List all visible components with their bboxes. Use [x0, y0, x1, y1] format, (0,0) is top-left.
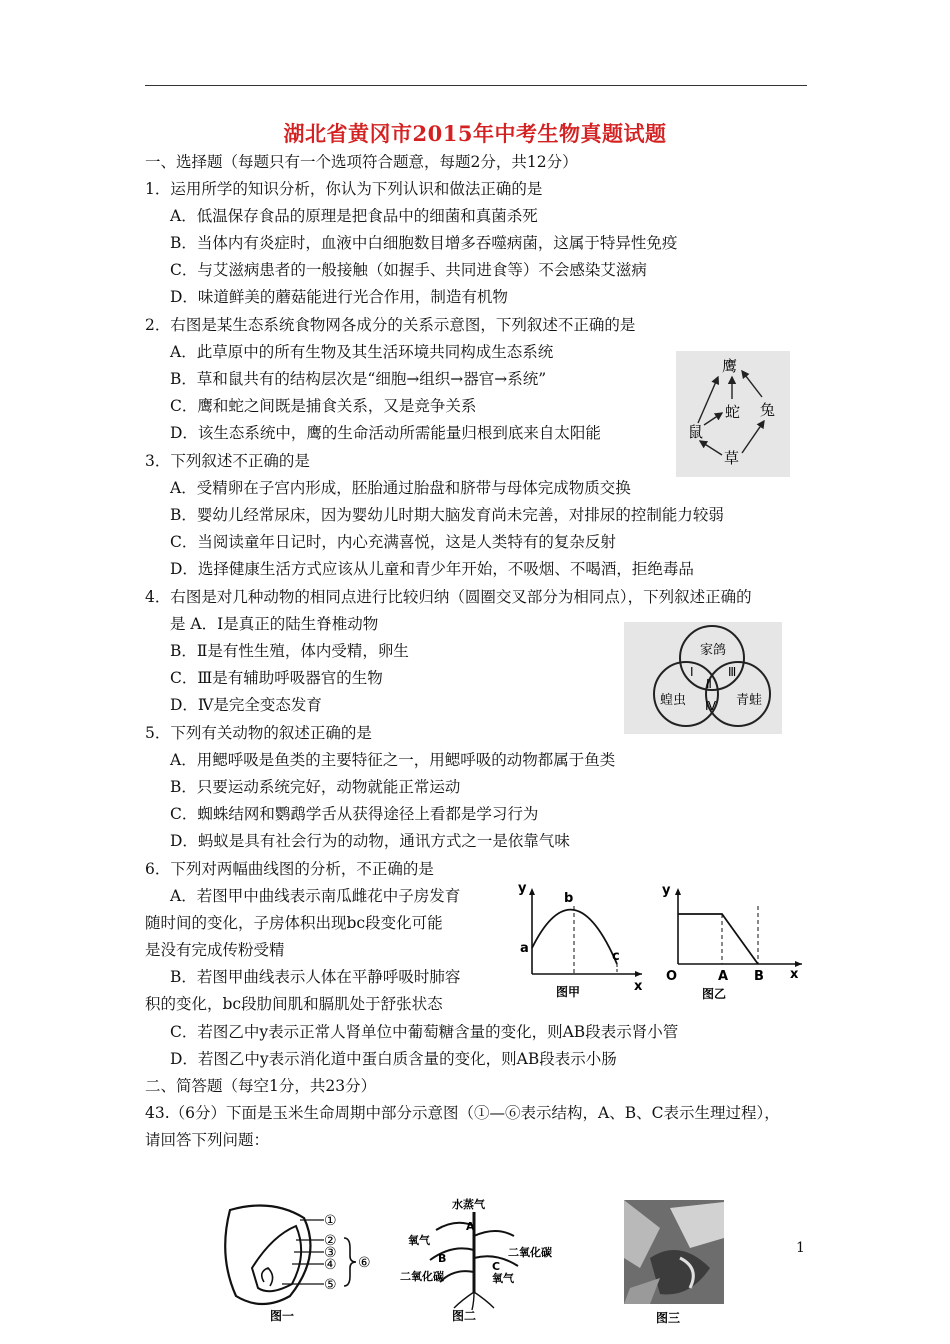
seed-label-4: ④	[324, 1257, 337, 1273]
food-web-rabbit: 兔	[760, 401, 776, 419]
q5-option-b: B．只要运动系统完好，动物就能正常运动	[170, 778, 461, 796]
q43-line1: 43.（6分）下面是玉米生命周期中部分示意图（①—⑥表示结构，A、B、C表示生理过程），	[145, 1104, 780, 1122]
graph-jia-y-label: y	[518, 881, 527, 896]
section2-heading: 二、简答题（每空1分，共23分）	[145, 1077, 377, 1095]
q6-stem: 6．下列对两幅曲线图的分析，不正确的是	[145, 860, 434, 878]
q3-option-c: C．当阅读童年日记时，内心充满喜悦，这是人类特有的复杂反射	[170, 533, 616, 551]
graph-jia-point-c: c	[612, 949, 620, 964]
q6-option-c: C．若图乙中y表示正常人肾单位中葡萄糖含量的变化，则AB段表示肾小管	[170, 1023, 679, 1041]
q4-option-d: D．Ⅳ是完全变态发育	[170, 696, 322, 714]
q6-option-b-line1: B．若图甲曲线表示人体在平静呼吸时肺容	[170, 968, 461, 986]
q1-option-d: D．味道鲜美的蘑菇能进行光合作用，制造有机物	[170, 288, 508, 306]
q43-line2: 请回答下列问题：	[145, 1131, 270, 1149]
q5-stem: 5．下列有关动物的叙述正确的是	[145, 724, 372, 742]
venn-diagram-figure	[624, 622, 782, 734]
section1-heading: 一、选择题（每题只有一个选项符合题意，每题2分，共12分）	[145, 153, 578, 171]
graph-jia-point-b: b	[564, 891, 574, 906]
seed-label-1: ①	[324, 1213, 337, 1229]
q4-option-b: B．Ⅱ是有性生殖，体内受精，卵生	[170, 642, 409, 660]
q1-option-c: C．与艾滋病患者的一般接触（如握手、共同进食等）不会感染艾滋病	[170, 261, 647, 279]
graph-yi-origin: O	[666, 969, 678, 984]
corn-plant-figure	[396, 1196, 556, 1326]
q6-option-a-line3: 是没有完成传粉受精	[145, 941, 285, 959]
plant-label-c: C	[492, 1260, 501, 1273]
q6-option-a-line1: A．若图甲中曲线表示南瓜雌花中子房发育	[170, 887, 461, 905]
plant-label-oxygen-top: 氧气	[408, 1234, 430, 1247]
graph-yi-x-label: x	[790, 967, 799, 982]
q3-option-a: A．受精卵在子宫内形成，胚胎通过胎盘和脐带与母体完成物质交换	[170, 479, 631, 497]
graph-yi-y-label: y	[662, 883, 671, 898]
page-title: 湖北省黄冈市2015年中考生物真题试题	[283, 121, 667, 146]
venn-region-2: Ⅱ	[706, 677, 712, 691]
q2-option-c: C．鹰和蛇之间既是捕食关系，又是竞争关系	[170, 397, 477, 415]
graph-yi-caption: 图乙	[702, 987, 727, 1000]
q3-option-b: B．婴幼儿经常尿床，因为婴幼儿时期大脑发育尚未完善，对排尿的控制能力较弱	[170, 506, 724, 524]
graph-yi-point-a: A	[718, 969, 729, 984]
q1-option-a: A．低温保存食品的原理是把食品中的细菌和真菌杀死	[170, 207, 538, 225]
q1-stem: 1．运用所学的知识分析，你认为下列认识和做法正确的是	[145, 180, 543, 198]
seed-label-5: ⑤	[324, 1277, 337, 1293]
venn-region-1: Ⅰ	[690, 665, 694, 679]
q6-option-b-line2: 积的变化，bc段肋间肌和膈肌处于舒张状态	[145, 995, 443, 1013]
plant-label-co2-left: 二氧化碳	[400, 1270, 444, 1283]
venn-frog: 青蛙	[736, 693, 763, 708]
food-web-grass: 草	[724, 449, 740, 467]
seed-label-2: ②	[324, 1233, 337, 1249]
plant-label-water-vapor: 水蒸气	[452, 1198, 485, 1211]
food-web-eagle: 鹰	[722, 357, 738, 375]
seed-label-3: ③	[324, 1245, 337, 1261]
fig1-caption: 图一	[270, 1309, 295, 1323]
graph-yi	[658, 878, 810, 1000]
q4-option-a: 是 A．Ⅰ是真正的陆生脊椎动物	[170, 615, 379, 633]
q2-option-a: A．此草原中的所有生物及其生活环境共同构成生态系统	[170, 343, 554, 361]
q3-option-d: D．选择健康生活方式应该从儿童和青少年开始，不吸烟、不喝酒，拒绝毒品	[170, 560, 694, 578]
q4-stem: 4．右图是对几种动物的相同点进行比较归纳（圆圈交叉部分为相同点），下列叙述正确的	[145, 588, 752, 606]
plant-label-a: A	[466, 1220, 475, 1233]
food-web-mouse: 鼠	[688, 423, 704, 441]
q6-option-d: D．若图乙中y表示消化道中蛋白质含量的变化，则AB段表示小肠	[170, 1050, 617, 1068]
plant-label-co2-right: 二氧化碳	[508, 1246, 552, 1259]
q2-option-b: B．草和鼠共有的结构层次是“细胞→组织→器官→系统”	[170, 370, 547, 388]
q2-option-d: D．该生态系统中，鹰的生命活动所需能量归根到底来自太阳能	[170, 424, 601, 442]
plant-label-b: B	[438, 1252, 447, 1265]
corn-seed-figure	[212, 1196, 384, 1326]
plant-label-oxygen-bottom: 氧气	[492, 1272, 514, 1285]
q4-option-c: C．Ⅲ是有辅助呼吸器官的生物	[170, 669, 383, 687]
graph-jia	[512, 878, 652, 1000]
corn-photo-figure	[620, 1198, 730, 1326]
q1-option-b: B．当体内有炎症时，血液中白细胞数目增多吞噬病菌，这属于特异性免疫	[170, 234, 678, 252]
fig2-caption: 图二	[452, 1309, 477, 1323]
header-rule	[145, 85, 807, 86]
venn-region-4: Ⅳ	[705, 699, 717, 713]
graph-jia-x-label: x	[634, 979, 643, 994]
food-web-snake: 蛇	[725, 403, 741, 421]
page-number: 1	[796, 1240, 805, 1256]
venn-pigeon: 家鸽	[700, 643, 727, 658]
q5-option-a: A．用鳃呼吸是鱼类的主要特征之一，用鳃呼吸的动物都属于鱼类	[170, 751, 616, 769]
food-web-figure	[676, 351, 790, 477]
q5-option-c: C．蜘蛛结网和鹦鹉学舌从获得途径上看都是学习行为	[170, 805, 539, 823]
fig3-caption: 图三	[656, 1311, 681, 1325]
q6-option-a-line2: 随时间的变化，子房体积出现bc段变化可能	[145, 914, 443, 932]
venn-region-3: Ⅲ	[728, 665, 737, 679]
graph-jia-point-a: a	[520, 941, 529, 956]
venn-locust: 蝗虫	[660, 693, 687, 708]
graph-yi-point-b: B	[754, 969, 764, 984]
graph-jia-caption: 图甲	[556, 985, 581, 999]
q2-stem: 2．右图是某生态系统食物网各成分的关系示意图，下列叙述不正确的是	[145, 316, 636, 334]
q5-option-d: D．蚂蚁是具有社会行为的动物，通讯方式之一是依靠气味	[170, 832, 570, 850]
seed-label-6: ⑥	[358, 1255, 371, 1271]
q3-stem: 3．下列叙述不正确的是	[145, 452, 310, 470]
